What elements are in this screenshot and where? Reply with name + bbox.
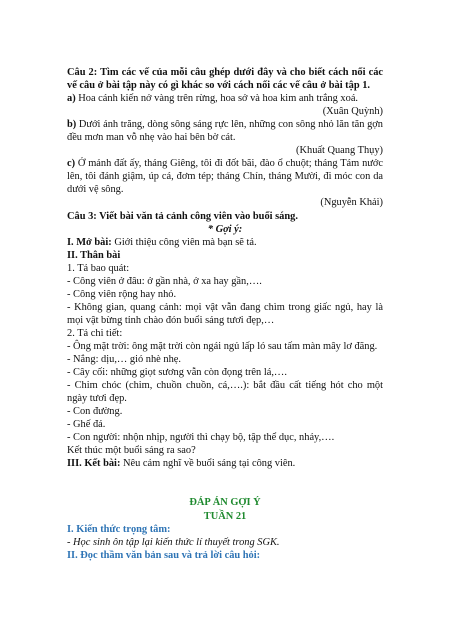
q3-conclusion xyxy=(67,457,383,470)
answer-section-2: II. Đọc thầm văn bản sau và trả lời câu hỏi: xyxy=(67,549,261,561)
answer-section-1: I. Kiến thức trọng tâm: xyxy=(67,523,171,535)
answer-week: TUẦN 21 xyxy=(203,510,247,522)
outline-line: - Con người: nhộn nhịp, người thì chạy bộ, tập thể dục, nhảy,…. xyxy=(67,432,335,444)
q2-title: Câu 2: Tìm các vế của mỗi câu ghép dưới đây và cho biết cách nối các vế câu ở bài tập này có gì khác so với cách nối các vế câu ở bài tập 1. xyxy=(67,67,383,92)
q2-item-a xyxy=(67,92,383,105)
q3-body-label: II. Thân bài xyxy=(67,249,121,261)
q3-intro xyxy=(67,236,383,249)
q3-intro-label: I. Mở bài: xyxy=(67,236,112,248)
q2-b-text: Dưới ánh trăng, dòng sông sáng rực lên, những con sông nhỏ lăn tăn gợn đều mơn man vỗ nhẹ vào hai bên bờ cát. xyxy=(67,119,383,144)
q3-end-text: Nêu cảm nghĩ về buổi sáng tại công viên. xyxy=(120,458,296,470)
q2-c-label: c) xyxy=(67,158,76,170)
q2-item-b xyxy=(67,118,383,144)
answer-heading: ĐÁP ÁN GỢI Ý xyxy=(189,497,261,509)
document-content xyxy=(67,66,383,562)
q3-hint-title: * Gợi ý: xyxy=(207,223,243,235)
q2-a-text: Hoa cánh kiến nở vàng trên rừng, hoa sở và hoa kim anh trắng xoá. xyxy=(75,93,359,105)
q2-c-text: Ở mảnh đất ấy, tháng Giêng, tôi đi đốt bãi, đào ổ chuột; tháng Tám nước lên, tôi đánh giậm, úp cá, đơm tép; tháng Chín, tháng Mười, đi móc con da dưới vệ sông. xyxy=(67,158,383,196)
outline-line: - Chim chóc (chim, chuồn chuồn, cá,….): bắt đầu cất tiếng hót cho một ngày tươi đẹp. xyxy=(67,380,383,405)
outline-line: - Công viên rộng hay nhỏ. xyxy=(67,288,177,300)
outline-line: - Không gian, quang cảnh: mọi vật vẫn đang chìm trong giấc ngủ, hay là mọi vật bừng tỉnh chào đón buổi sáng tươi đẹp,… xyxy=(67,301,383,326)
outline-line: Kết thúc một buổi sáng ra sao? xyxy=(67,445,196,457)
q2-c-source: (Nguyễn Khải) xyxy=(320,197,383,209)
q2-item-c xyxy=(67,157,383,196)
outline-line: 2. Tả chi tiết: xyxy=(67,327,123,339)
outline-line: - Nắng: dịu,… gió nhè nhẹ. xyxy=(67,354,181,366)
outline-line: - Ông mặt trời: ông mặt trời còn ngái ngủ lấp ló sau tấm màn mây lơ đãng. xyxy=(67,340,378,352)
spacer xyxy=(67,470,383,483)
spacer xyxy=(67,483,383,496)
outline-line: 1. Tả bao quát: xyxy=(67,262,130,274)
answer-section-1-text: - Học sinh ôn tập lại kiến thức lí thuyết trong SGK. xyxy=(67,536,280,548)
q3-intro-text: Giới thiệu công viên mà bạn sẽ tả. xyxy=(111,236,257,248)
outline-line: - Ghế đá. xyxy=(67,419,106,431)
q2-b-source: (Khuất Quang Thụy) xyxy=(296,145,383,157)
outline-line: - Cây cối: những giọt sương vẫn còn đọng trên lá,…. xyxy=(67,367,287,379)
q3-title: Câu 3: Viết bài văn tả cảnh công viên vào buổi sáng. xyxy=(67,210,298,222)
q3-end-label: III. Kết bài: xyxy=(67,458,121,470)
q2-a-label: a) xyxy=(67,93,76,105)
outline-line: - Con đường. xyxy=(67,406,123,418)
q2-a-source: (Xuân Quỳnh) xyxy=(322,106,383,118)
outline-line: - Công viên ở đâu: ở gần nhà, ở xa hay gần,…. xyxy=(67,275,262,287)
q2-b-label: b) xyxy=(67,119,77,131)
